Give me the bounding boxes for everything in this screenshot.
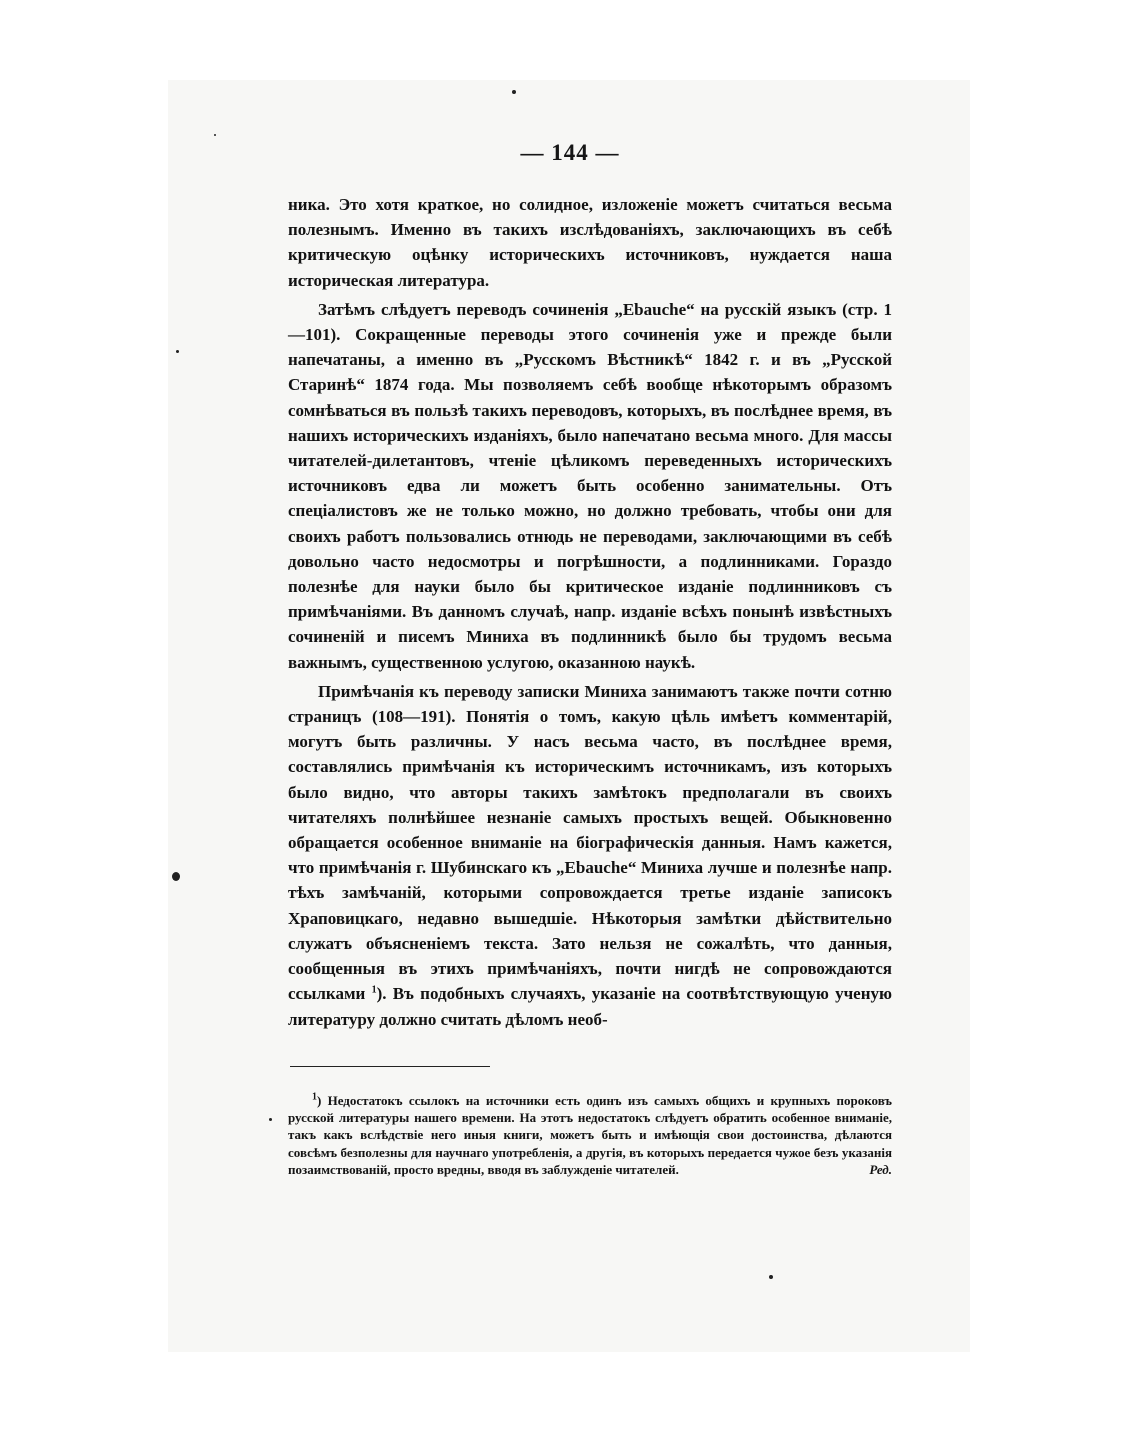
scan-speck [176, 350, 179, 353]
footnote-divider [290, 1066, 490, 1067]
paragraph-3-tail: ). Въ подобныхъ случаяхъ, указаніе на соотвѣтствующую ученую литературу должно считать дѣломъ необ- [288, 984, 893, 1029]
body-text [288, 192, 892, 1036]
scan-speck [214, 134, 216, 136]
paragraph-2: Затѣмъ слѣдуетъ переводъ сочиненія „Ebauche“ на русскій языкъ (стр. 1—101). Сокращенные переводы этого сочиненія уже и прежде были напечатаны, а именно въ „Русскомъ Вѣстникѣ“ 1842 г. и въ „Русской Старинѣ“ 1874 года. Мы позволяемъ себѣ вообще нѣкоторымъ образомъ сомнѣваться въ пользѣ такихъ переводовъ, которыхъ, въ послѣднее время, въ нашихъ историческихъ изданіяхъ, было напечатано весьма много. Для массы читателей-дилетантовъ, чтеніе цѣликомъ переведенныхъ историческихъ источниковъ едва ли можетъ быть особенно занимательны. Отъ спеціалистовъ же не только можно, но должно требовать, чтобы они для своихъ работъ пользовались отнюдь не переводами, заключающими въ себѣ довольно часто недосмотры и погрѣшности, а подлинниками. Гораздо полезнѣе для науки было бы критическое изданіе подлинниковъ съ примѣчаніями. Въ данномъ случаѣ, напр. изданіе всѣхъ понынѣ извѣстныхъ сочиненій и писемъ Миниха въ подлинникѣ было бы трудомъ весьма важнымъ, существенною услугою, оказанною наукѣ. [288, 299, 892, 672]
footnote-signature: Ред. [869, 1161, 892, 1177]
paragraph-3-main: Примѣчанія къ переводу записки Миниха занимаютъ также почти сотню страницъ (108—191). Понятія о томъ, какую цѣль имѣетъ комментарій, могутъ быть различны. У насъ весьма часто, въ послѣднее время, составлялись примѣчанія къ историческимъ источникамъ, изъ которыхъ было видно, что авторы такихъ замѣтокъ предполагали въ своихъ читателяхъ полнѣйшее незнаніе самыхъ простыхъ вещей. Обыкновенно обращается особенное вниманіе на біографическія данныя. Намъ кажется, что примѣчанія г. Шубинскаго къ „Ebauche“ Миниха лучше и полезнѣе напр. тѣхъ замѣчаній, которыми сопровождается третье изданіе записокъ Храповицкаго, недавно вышедшіе. Нѣкоторыя замѣтки дѣйствительно служатъ объясненіемъ текста. Зато нельзя не сожалѣть, что данныя, сообщенныя въ этихъ примѣчаніяхъ, почти нигдѣ не сопровождаются ссылками [288, 681, 892, 1004]
footnote-marker: 1 [312, 1091, 317, 1103]
scan-speck [512, 90, 516, 94]
scan-speck [172, 872, 180, 881]
page-number: — 144 — [520, 140, 620, 165]
footnote [288, 1092, 892, 1178]
scan-speck [769, 1275, 773, 1279]
footnote-reference: 1 [371, 984, 377, 996]
paragraph-3 [288, 679, 892, 1032]
paragraph-1: ника. Это хотя краткое, но солидное, изложеніе можетъ считаться весьма полезнымъ. Именно въ такихъ изслѣдованіяхъ, заключающихъ въ себѣ критическую оцѣнку историческихъ источниковъ, нуждается наша историческая литература. [288, 195, 892, 290]
footnote-text: ) Недостатокъ ссылокъ на источники есть одинъ изъ самыхъ общихъ и крупныхъ пороковъ русской литературы нашего времени. На этотъ недостатокъ слѣдуетъ обратить особенное вниманіе, такъ какъ вслѣдствіе него иныя книги, можетъ быть и имѣющія свои достоинства, дѣлаются совсѣмъ безполезны для научнаго употребленія, а другія, въ которыхъ передается чужое безъ указанія позаимствованій, просто вредны, вводя въ заблужденіе читателей. [288, 1093, 892, 1177]
scan-speck [269, 1118, 272, 1121]
